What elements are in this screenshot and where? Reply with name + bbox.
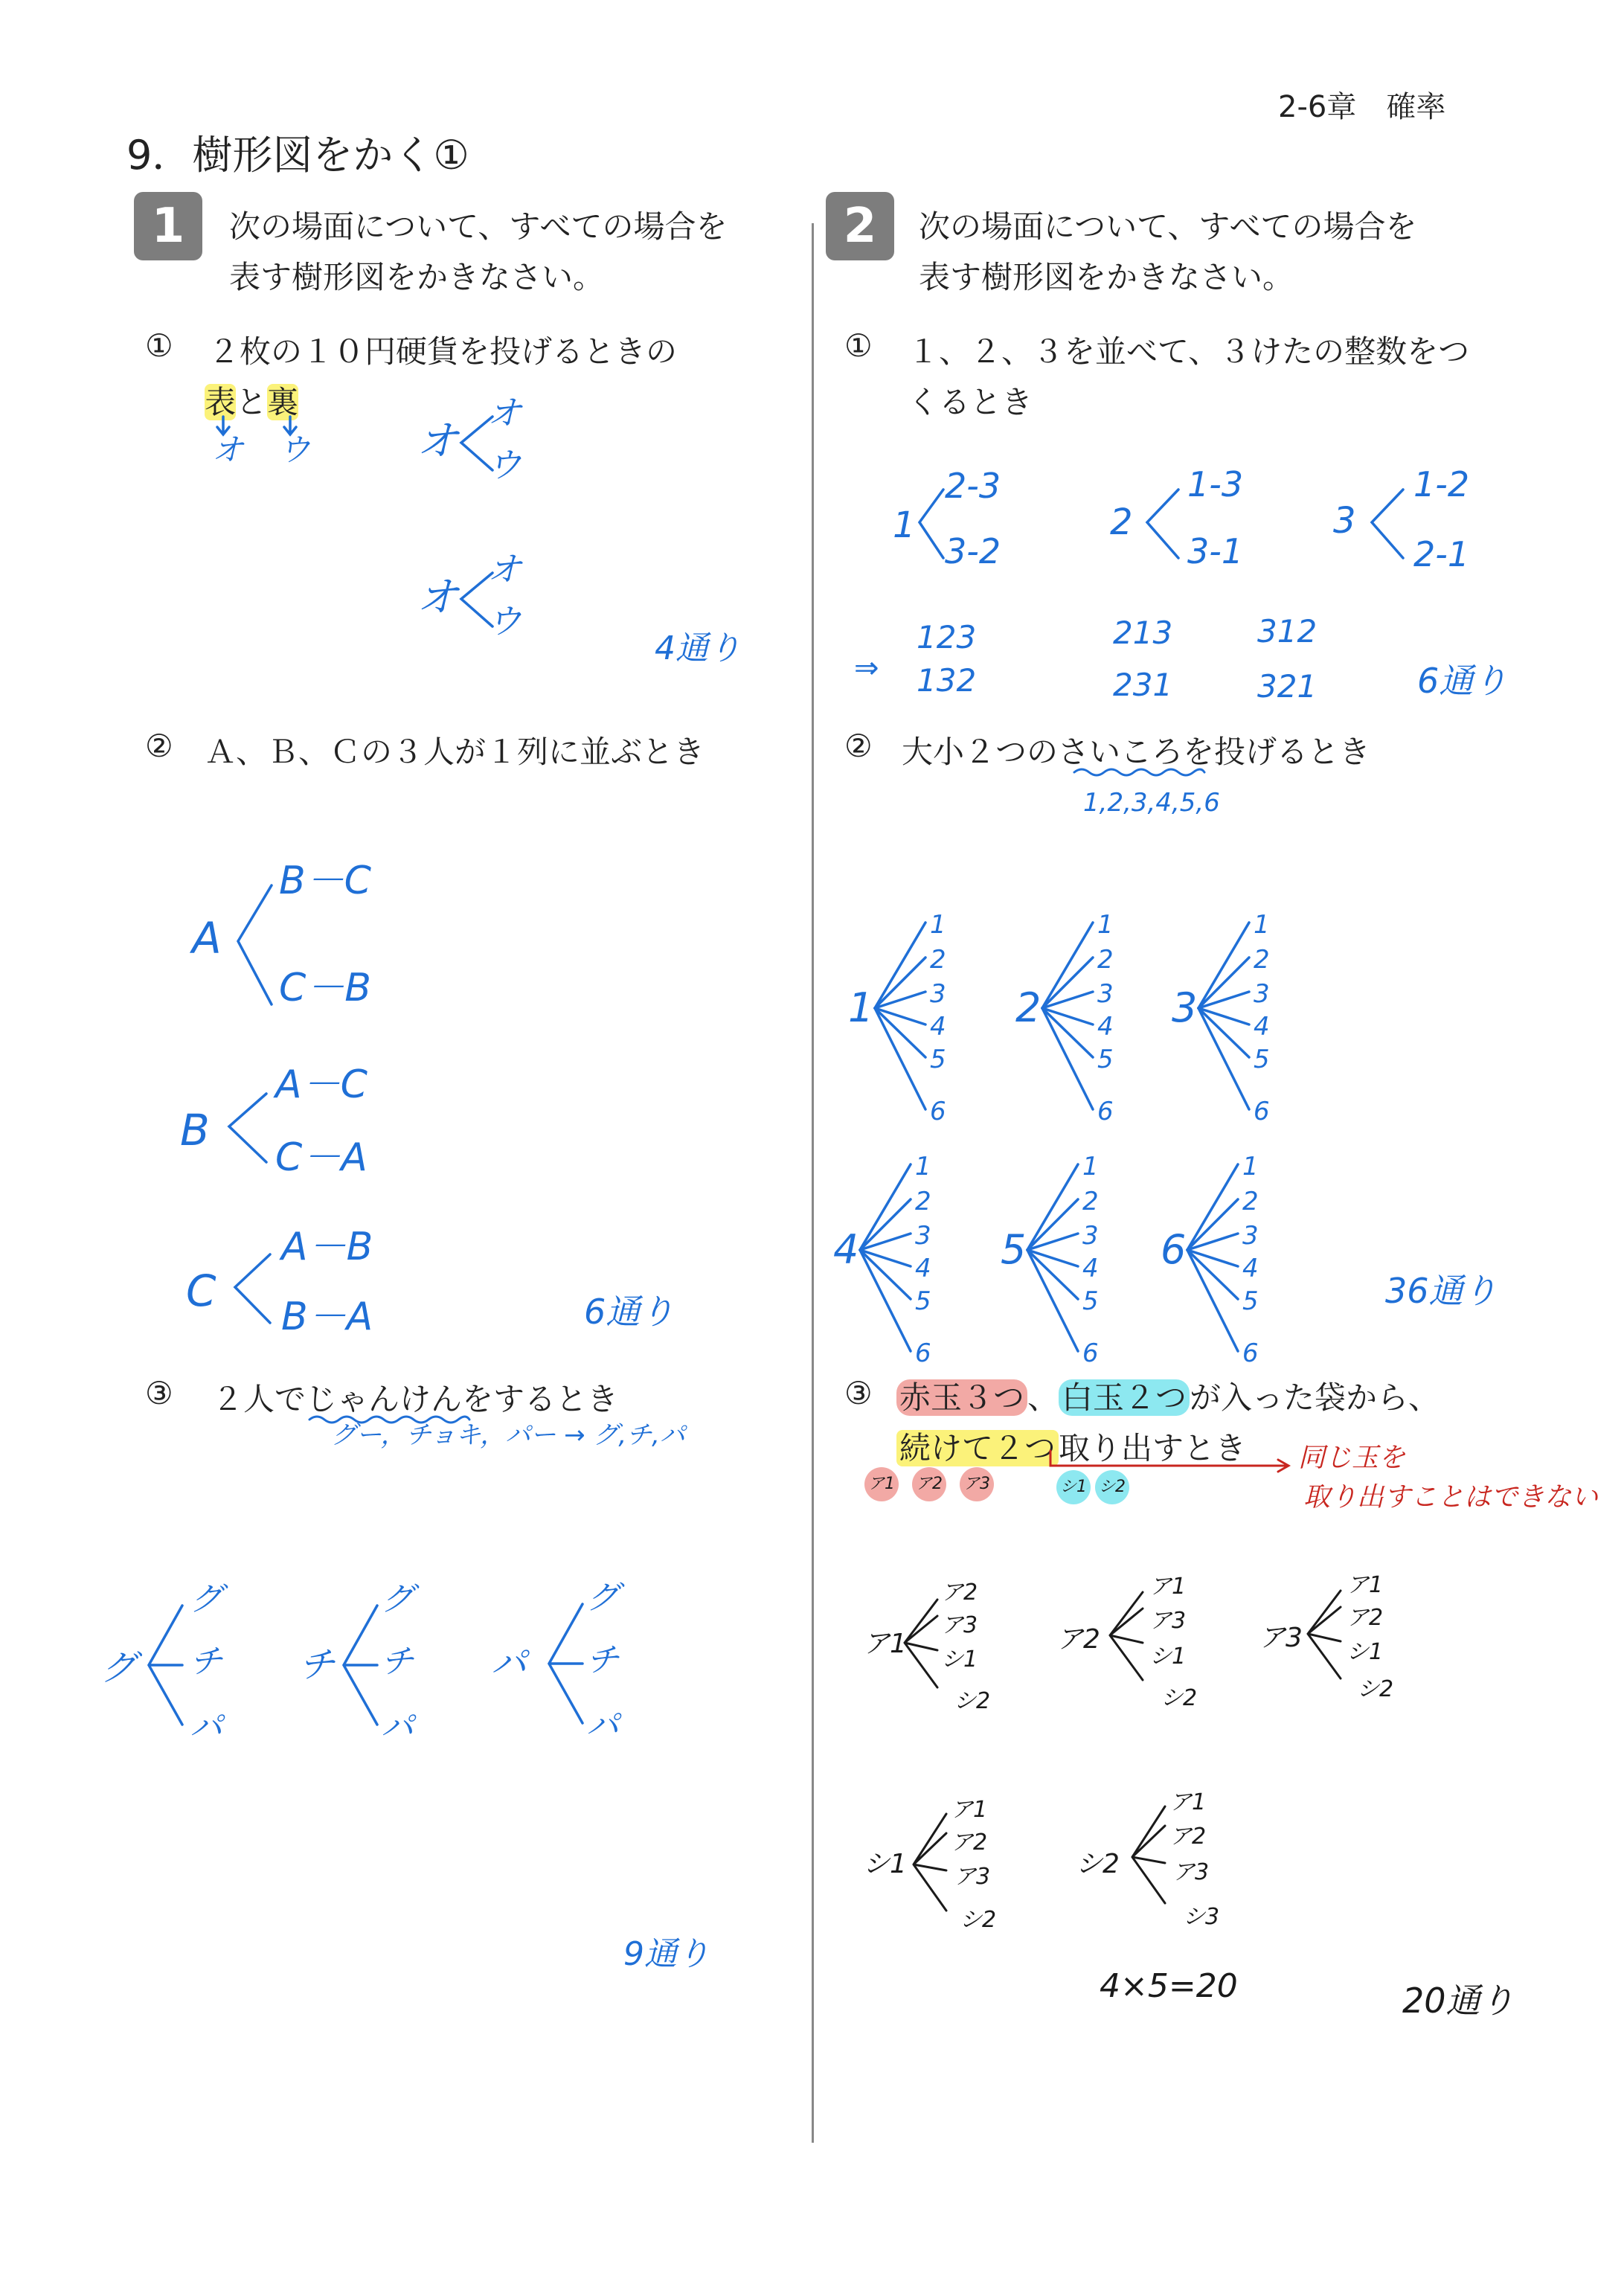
dice-leaf-5-5: 5: [1082, 1286, 1099, 1316]
ball-red-3: ア3: [960, 1467, 994, 1501]
word-to: と: [236, 384, 268, 420]
dice-leaf-3-6: 6: [1254, 1097, 1270, 1126]
s1-p2-tree1-b2: C－B: [279, 966, 371, 1010]
s1-p2-tree2-b2: C－A: [275, 1135, 368, 1180]
s2-p3-tree5-b2: ア2: [1169, 1824, 1207, 1850]
s2-p2-q-underlined: さいころ: [1058, 734, 1184, 770]
s2-p2-q-post: を投げるとき: [1183, 734, 1371, 770]
dice-root-2: 2: [1015, 984, 1042, 1031]
highlight-ura: 裏: [267, 384, 299, 420]
s2-p1-result-132: 132: [917, 662, 977, 699]
s2-p3-tree5-b4: シ3: [1183, 1904, 1220, 1930]
s1-p3-tree3-b2: チ: [586, 1641, 619, 1679]
s1-p2-tree1-b1: B－C: [279, 859, 371, 903]
s1-p2-tree1-root: A: [192, 913, 222, 963]
s1-p3-tree2-root: チ: [299, 1644, 336, 1686]
s2-p3-q-sep: 、: [1027, 1379, 1059, 1416]
dice-leaf-5-4: 4: [1082, 1254, 1099, 1283]
s2-p1-tree1-root: 1: [893, 504, 916, 546]
s2-p3-tree2-b4: シ2: [1161, 1685, 1198, 1711]
dice-leaf-6-6: 6: [1242, 1338, 1259, 1368]
s1-p3-note: グー，チョキ，パー → グ,チ,パ: [331, 1420, 685, 1450]
dice-leaf-6-4: 4: [1242, 1254, 1259, 1283]
s2-p1-result-321: 321: [1257, 668, 1318, 705]
dice-leaf-4-4: 4: [915, 1254, 931, 1283]
s1-p1-tree2-b1: オ: [487, 549, 521, 589]
s2-p3-tree4-root: シ1: [863, 1849, 907, 1879]
s1-p2-tree3-root: C: [186, 1266, 216, 1316]
dice-root-5: 5: [1001, 1226, 1027, 1273]
s1-p3-tree2-b1: グ: [381, 1580, 414, 1618]
ball-white-1: シ1: [1056, 1470, 1091, 1504]
dice-leaf-4-2: 2: [915, 1187, 931, 1216]
dice-root-4: 4: [833, 1226, 859, 1273]
s1-p3-q-pre: ２人で: [212, 1381, 306, 1417]
section-2-badge: 2: [826, 192, 894, 260]
s2-p1-answer: 6通り: [1417, 661, 1508, 701]
dice-leaf-6-1: 1: [1242, 1152, 1259, 1181]
dice-leaf-1-3: 3: [930, 979, 946, 1009]
s2-p3-q-post2: 取り出すとき: [1059, 1430, 1247, 1466]
s2-p3-q-post1: が入った袋から、: [1190, 1379, 1440, 1416]
dice-leaf-5-2: 2: [1082, 1187, 1099, 1216]
s2-p1-tree2-root: 2: [1110, 501, 1133, 543]
highlight-consecutive: 続けて２つ: [896, 1430, 1059, 1466]
s1-p3-q-underlined: じゃんけん: [306, 1381, 463, 1417]
dice-leaf-2-5: 5: [1097, 1045, 1114, 1074]
s2-p3-tree2-branches: [1105, 1586, 1150, 1690]
dice-leaf-2-4: 4: [1097, 1012, 1114, 1042]
s2-p3-tree5-b1: ア1: [1169, 1789, 1207, 1815]
page-title: 9．樹形図をかく①: [126, 132, 469, 179]
s2-p3-tree4-branches: [909, 1808, 954, 1920]
dice-leaf-2-6: 6: [1097, 1097, 1114, 1126]
s1-instruction-line1: 次の場面について、すべての場合を: [229, 208, 728, 245]
dice-leaf-2-1: 1: [1097, 910, 1114, 940]
s1-p2-tree2-root: B: [180, 1105, 210, 1155]
s2-p3-answer: 20通り: [1402, 1981, 1515, 2021]
s2-p3-note-line2: 取り出すことはできない: [1303, 1482, 1599, 1513]
s1-p3-tree3-b1: グ: [586, 1579, 619, 1617]
dice-leaf-4-3: 3: [915, 1221, 931, 1251]
s1-p3-q-post: をするとき: [462, 1381, 619, 1417]
dice-leaf-6-2: 2: [1242, 1187, 1259, 1216]
highlight-omote: 表: [205, 384, 237, 420]
s2-p3-tree2-b3: シ1: [1149, 1644, 1187, 1670]
dice-leaf-6-3: 3: [1242, 1221, 1259, 1251]
s1-p3-answer: 9通り: [623, 1935, 710, 1973]
s1-p1-tree2-b2: ウ: [487, 601, 521, 641]
s2-p3-note-line1: 同じ玉を: [1298, 1443, 1406, 1473]
highlight-red-balls: 赤玉３つ: [896, 1379, 1027, 1416]
s1-p1-answer: 4通り: [655, 629, 741, 667]
s2-p3-tree2-b1: ア1: [1149, 1574, 1187, 1600]
s1-p3-tree1-b1: グ: [190, 1580, 222, 1618]
ball-white-2: シ2: [1095, 1470, 1129, 1504]
chapter-label: 2-6章 確率: [1278, 90, 1446, 124]
s2-p3-tree3-b1: ア1: [1347, 1572, 1384, 1598]
s2-p1-tree2-b1: 1-3: [1187, 464, 1244, 504]
s1-p3-tree1-b3: パ: [190, 1708, 222, 1746]
s2-p1-result-123: 123: [917, 619, 977, 655]
s1-p1-tree1-b1: オ: [487, 393, 521, 433]
s2-p1-result-231: 231: [1113, 667, 1173, 703]
s1-p1-mark-u: ウ: [279, 432, 311, 468]
s2-p3-tree1-b2: ア3: [941, 1612, 978, 1638]
dice-leaf-3-3: 3: [1254, 979, 1270, 1009]
section-1-badge: 1: [134, 192, 202, 260]
dice-root-3: 3: [1172, 984, 1198, 1031]
s1-p1-tree1-b2: ウ: [487, 445, 521, 485]
dice-leaf-4-5: 5: [915, 1286, 931, 1316]
dice-leaf-1-1: 1: [930, 910, 946, 940]
dice-root-1: 1: [848, 984, 874, 1031]
s2-p1-tree3-root: 3: [1333, 500, 1356, 542]
s2-p3-tree1-branches: [900, 1594, 945, 1698]
s2-p1-result-312: 312: [1257, 613, 1318, 650]
s2-instruction-line1: 次の場面について、すべての場合を: [919, 208, 1417, 245]
dice-leaf-1-6: 6: [930, 1097, 946, 1126]
ball-red-2: ア2: [912, 1467, 946, 1501]
s1-p1-number: ①: [145, 327, 173, 364]
s2-p1-number: ①: [844, 327, 873, 364]
s2-p2-q-pre: 大小２つの: [902, 734, 1059, 770]
s2-p3-tree5-branches: [1128, 1800, 1172, 1912]
s2-p1-tree2-b2: 3-1: [1187, 531, 1244, 571]
dice-leaf-2-3: 3: [1097, 979, 1114, 1009]
s1-p3-tree2-b2: チ: [381, 1643, 414, 1681]
ball-red-1: ア1: [864, 1467, 899, 1501]
dice-root-6: 6: [1161, 1226, 1187, 1273]
s2-p3-calculation: 4×5=20: [1100, 1967, 1238, 2005]
dice-leaf-5-6: 6: [1082, 1338, 1099, 1368]
s2-p1-tree1-b1: 2-3: [945, 466, 1001, 506]
s2-p3-tree3-b4: シ2: [1357, 1676, 1394, 1702]
s2-p1-arrow: ⇒: [854, 651, 879, 685]
s2-p3-question-line1: [896, 1373, 1440, 1418]
s2-p3-tree4-b1: ア1: [951, 1797, 988, 1823]
s2-p1-tree1-b2: 3-2: [945, 531, 1001, 571]
s2-instruction-line2: 表す樹形図をかきなさい。: [919, 259, 1294, 295]
s1-p2-question: Ａ、Ｂ、Ｃの３人が１列に並ぶとき: [205, 734, 705, 770]
s1-p3-tree3-b3: パ: [586, 1707, 619, 1745]
s2-p3-tree3-b2: ア2: [1347, 1605, 1384, 1631]
dice-leaf-3-1: 1: [1254, 910, 1270, 940]
s1-p3-tree1-b2: チ: [190, 1643, 222, 1681]
s2-p2-answer: 36通り: [1385, 1271, 1498, 1311]
s1-p2-number: ②: [145, 728, 173, 764]
dice-leaf-3-5: 5: [1254, 1045, 1270, 1074]
s2-p3-tree2-root: ア2: [1056, 1624, 1100, 1655]
s2-p3-tree4-b3: ア3: [954, 1864, 991, 1890]
s2-p3-tree5-root: シ2: [1076, 1849, 1120, 1879]
s1-p2-tree3-b1: A－B: [281, 1225, 373, 1269]
s1-p3-tree3-root: パ: [491, 1643, 527, 1684]
s2-p3-tree2-b2: ア3: [1149, 1608, 1187, 1634]
s2-p3-tree1-b4: シ2: [954, 1688, 991, 1714]
s1-p2-tree3-b2: B－A: [281, 1295, 373, 1339]
s2-p1-tree3-b2: 2-1: [1413, 534, 1470, 574]
s1-p1-tree1-root: オ: [417, 417, 458, 466]
s2-p1-question-line2: くるとき: [908, 384, 1033, 420]
dice-leaf-4-1: 1: [915, 1152, 931, 1181]
s2-p3-tree1-root: ア1: [863, 1629, 907, 1659]
dice-leaf-6-5: 5: [1242, 1286, 1259, 1316]
dice-leaf-1-2: 2: [930, 945, 946, 975]
s1-p1-tree2-root: オ: [417, 574, 458, 622]
s2-p1-tree3-b1: 1-2: [1413, 464, 1470, 504]
dice-leaf-1-4: 4: [930, 1012, 946, 1042]
s1-p1-question-line1: ２枚の１０円硬貨を投げるときの: [208, 333, 678, 370]
s1-p3-number: ③: [145, 1375, 173, 1411]
s2-p3-tree3-branches: [1303, 1585, 1348, 1689]
s2-p3-tree4-b4: シ2: [960, 1907, 997, 1933]
s2-p3-tree4-b2: ア2: [951, 1830, 988, 1856]
s2-p1-result-213: 213: [1113, 615, 1173, 651]
dice-leaf-1-5: 5: [930, 1045, 946, 1074]
dice-leaf-5-3: 3: [1082, 1221, 1099, 1251]
dice-leaf-3-4: 4: [1254, 1012, 1270, 1042]
s1-instruction-line2: 表す樹形図をかきなさい。: [229, 259, 605, 295]
s2-p3-tree1-b1: ア2: [941, 1580, 978, 1606]
highlight-white-balls: 白玉２つ: [1059, 1379, 1190, 1416]
s2-p3-number: ③: [844, 1375, 873, 1411]
dice-leaf-3-2: 2: [1254, 945, 1270, 975]
s1-p3-tree2-b3: パ: [381, 1708, 414, 1746]
dice-leaf-5-1: 1: [1082, 1152, 1099, 1181]
s1-p2-tree2-b1: A－C: [275, 1062, 368, 1107]
s2-p2-number: ②: [844, 728, 873, 764]
s2-p3-tree1-b3: シ1: [941, 1646, 978, 1673]
s1-p3-tree1-root: グ: [100, 1647, 137, 1689]
s2-p1-question-line1: １、２、３を並べて、３けたの整数をつ: [908, 333, 1470, 370]
dice-leaf-4-6: 6: [915, 1338, 931, 1368]
s1-p2-answer: 6通り: [584, 1292, 675, 1332]
s2-p3-tree5-b3: ア3: [1172, 1859, 1210, 1885]
dice-leaf-2-2: 2: [1097, 945, 1114, 975]
s2-p2-note: 1,2,3,4,5,6: [1083, 788, 1220, 818]
s2-p3-tree3-b3: シ1: [1347, 1639, 1384, 1665]
s2-p3-tree3-root: ア3: [1259, 1623, 1303, 1653]
s1-p1-mark-o: オ: [212, 432, 244, 468]
